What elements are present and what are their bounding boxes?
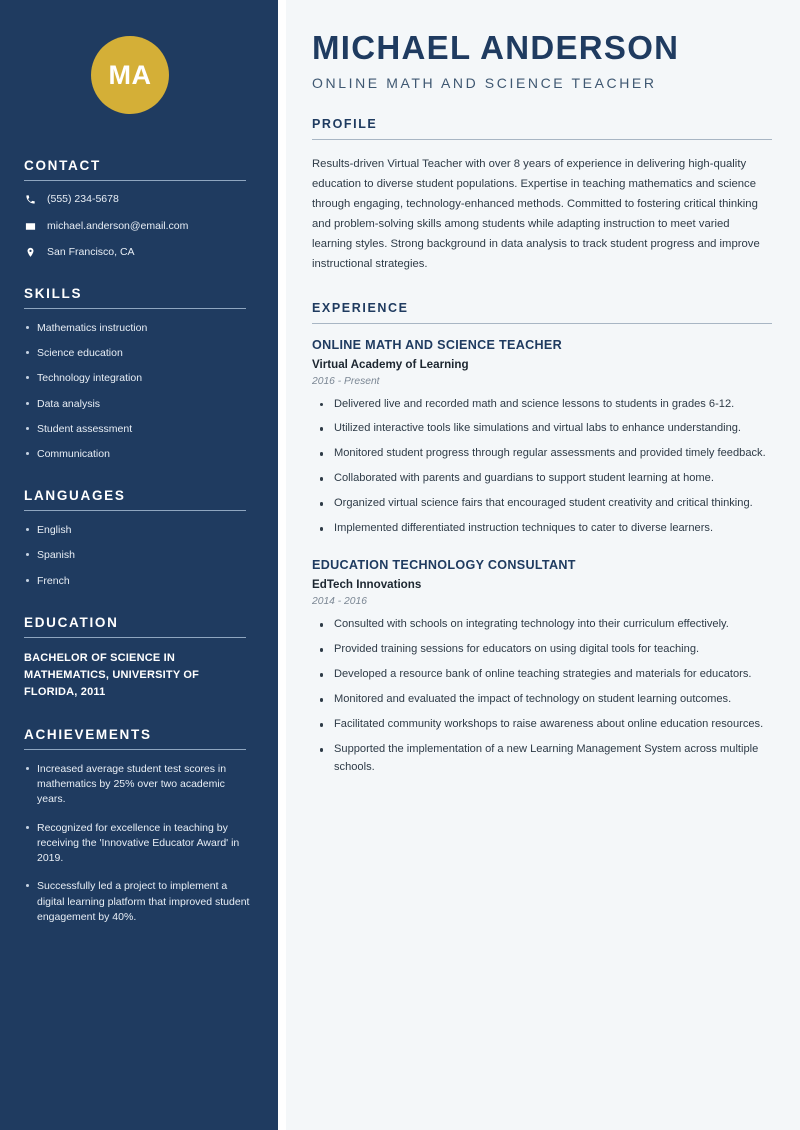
experience-bullets [312, 396, 772, 539]
contact-email-row[interactable] [24, 220, 254, 234]
skills-section [0, 286, 278, 462]
contact-section [0, 158, 278, 260]
skills-divider [24, 308, 246, 309]
achievements-heading: ACHIEVEMENTS [24, 727, 152, 743]
achievements-list [24, 762, 254, 925]
languages-divider [24, 510, 246, 511]
experience-dates: 2016 - Present [312, 375, 380, 387]
list-item: Student assessment [24, 422, 254, 437]
languages-list [24, 523, 254, 589]
list-item: Increased average student test scores in mathematics by 25% over two academic years. [24, 762, 254, 808]
list-item: Monitored student progress through regular assessments and provided timely feedback. [316, 445, 772, 463]
list-item: Recognized for excellence in teaching by receiving the 'Innovative Educator Award' in 2019. [24, 821, 254, 867]
list-item: Mathematics instruction [24, 321, 254, 336]
profile-heading: PROFILE [312, 116, 378, 131]
avatar: MA [91, 36, 169, 114]
experience-section [312, 301, 772, 778]
avatar-container [0, 0, 278, 158]
education-heading: EDUCATION [24, 614, 119, 630]
list-item: Spanish [24, 548, 254, 563]
languages-heading: LANGUAGES [24, 488, 126, 504]
profile-divider [312, 139, 772, 140]
main-content [286, 0, 800, 1130]
experience-divider [312, 323, 772, 324]
experience-entry [312, 558, 772, 777]
list-item: Data analysis [24, 397, 254, 412]
list-item: English [24, 523, 254, 538]
job-subtitle: ONLINE MATH AND SCIENCE TEACHER [312, 74, 657, 91]
phone-icon [24, 193, 37, 205]
experience-entry [312, 338, 772, 539]
list-item: Collaborated with parents and guardians to support student learning at home. [316, 470, 772, 488]
list-item: Developed a resource bank of online teaching strategies and materials for educators. [316, 666, 772, 684]
skills-heading: SKILLS [24, 285, 83, 301]
contact-divider [24, 180, 246, 181]
education-section [0, 615, 278, 701]
experience-heading: EXPERIENCE [312, 300, 409, 315]
profile-text: Results-driven Virtual Teacher with over 8 years of experience in delivering high-quality education to diverse student populations. Expertise in teaching mathematics and science through engaging, technology-enhanced methods. Committed to fostering critical thinking and problem-solving skills among students while adapting instruction to meet varied learning styles. Strong background in data analysis to track student progress and improve instructional strategies. [312, 157, 760, 271]
education-divider [24, 637, 246, 638]
contact-email-value: michael.anderson@email.com [47, 219, 189, 232]
list-item: Delivered live and recorded math and science lessons to students in grades 6-12. [316, 396, 772, 414]
experience-dates: 2014 - 2016 [312, 596, 367, 608]
list-item: Consulted with schools on integrating technology into their curriculum effectively. [316, 616, 772, 634]
achievements-divider [24, 749, 246, 750]
list-item: Communication [24, 447, 254, 462]
experience-company: EdTech Innovations [312, 578, 422, 592]
list-item: Organized virtual science fairs that encouraged student creativity and critical thinking. [316, 495, 772, 513]
list-item: Provided training sessions for educators on using digital tools for teaching. [316, 641, 772, 659]
page-title: MICHAEL ANDERSON [312, 29, 680, 66]
list-item: Monitored and evaluated the impact of technology on student learning outcomes. [316, 691, 772, 709]
profile-section [312, 117, 772, 275]
contact-location-row[interactable] [24, 246, 254, 260]
list-item: Utilized interactive tools like simulations and virtual labs to enhance understanding. [316, 420, 772, 438]
experience-bullets [312, 616, 772, 777]
list-item: Successfully led a project to implement a digital learning platform that improved student engagement by 40%. [24, 879, 254, 925]
list-item: Science education [24, 346, 254, 361]
sidebar [0, 0, 278, 1130]
list-item: Facilitated community workshops to raise awareness about online education resources. [316, 716, 772, 734]
list-item: Technology integration [24, 371, 254, 386]
contact-location-value: San Francisco, CA [47, 246, 135, 259]
education-degree: BACHELOR OF SCIENCE IN MATHEMATICS, UNIVERSITY OF FLORIDA, 2011 [24, 651, 200, 698]
contact-phone-row[interactable] [24, 193, 254, 207]
experience-company: Virtual Academy of Learning [312, 357, 469, 371]
contact-phone-value: (555) 234-5678 [47, 193, 119, 205]
list-item: Implemented differentiated instruction techniques to cater to diverse learners. [316, 520, 772, 538]
experience-title: ONLINE MATH AND SCIENCE TEACHER [312, 337, 562, 352]
languages-section [0, 488, 278, 589]
achievements-section [0, 727, 278, 925]
map-pin-icon [24, 246, 37, 258]
list-item: French [24, 574, 254, 589]
skills-list [24, 321, 254, 462]
column-gap [278, 0, 286, 1130]
contact-heading: CONTACT [24, 158, 101, 173]
envelope-icon [24, 220, 37, 232]
list-item: Supported the implementation of a new Learning Management System across multiple schools. [316, 741, 772, 777]
experience-title: EDUCATION TECHNOLOGY CONSULTANT [312, 558, 576, 573]
